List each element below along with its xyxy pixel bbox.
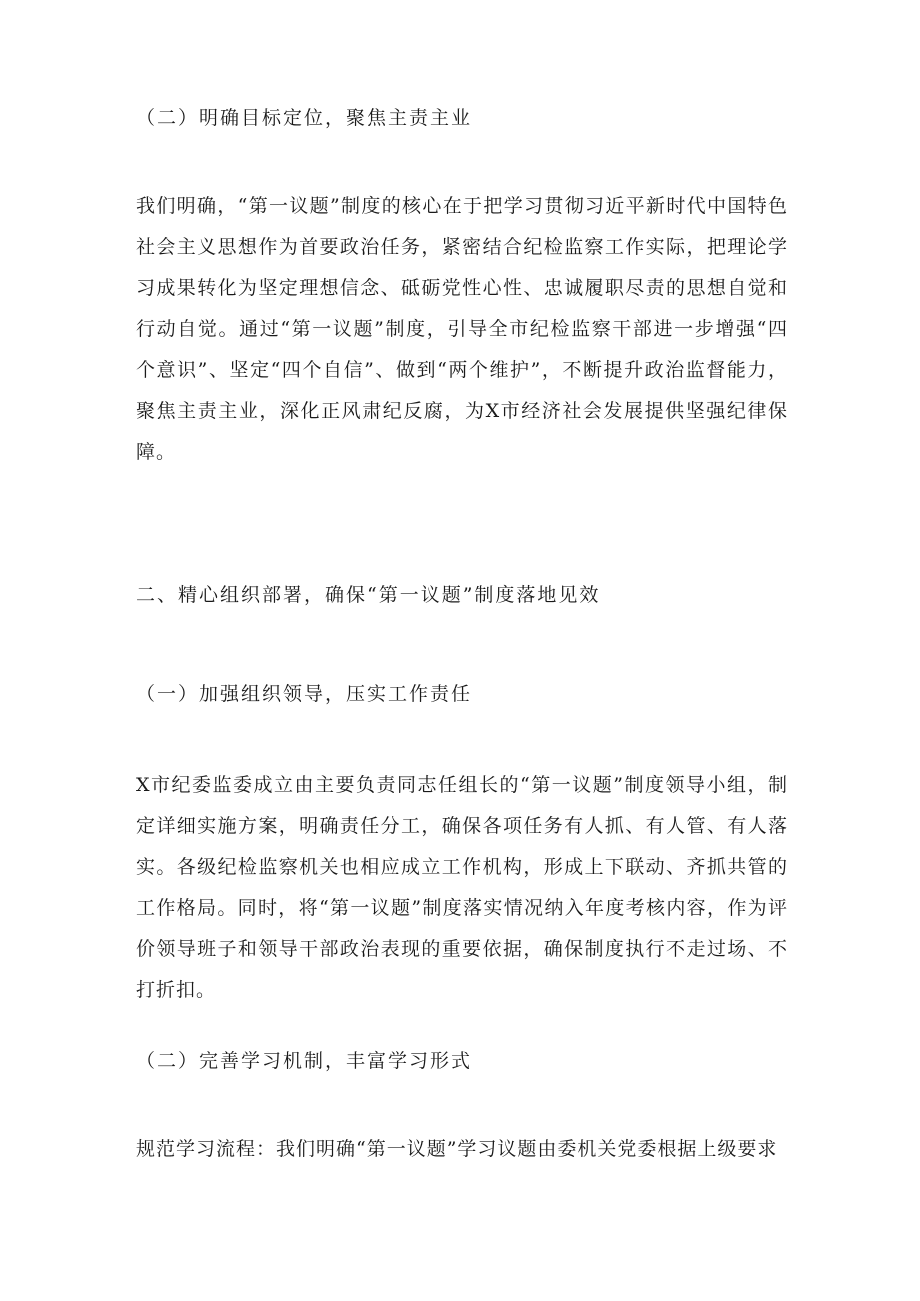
paragraph-learning-process: 规范学习流程：我们明确“第一议题”学习议题由委机关党委根据上级要求 [136,1138,778,1160]
section-title-organize: 二、精心组织部署，确保“第一议题”制度落地见效 [136,584,601,606]
subheading-clarify-goals: （二）明确目标定位，聚焦主责主业 [136,107,473,129]
subheading-learning-mechanism: （二）完善学习机制，丰富学习形式 [136,1050,473,1072]
paragraph-leadership-group: X市纪委监委成立由主要负责同志任组长的“第一议题”制度领导小组，制定详细实施方案，明确责任分工，确保各项任务有人抓、有人管、有人落实。各级纪检监察机关也相应成立工作机构，形成上下联动、齐抓共管的工作格局。同时，将“第一议题”制度落实情况纳入年度考核内容，作为评价领导班子和领导干部政治表现的重要依据，确保制度执行不走过场、不打折扣。 [136,774,788,1001]
paragraph-core-goal: 我们明确，“第一议题”制度的核心在于把学习贯彻习近平新时代中国特色社会主义思想作为首要政治任务，紧密结合纪检监察工作实际，把理论学习成果转化为坚定理想信念、砥砺党性心性、忠诚履职尽责的思想自觉和行动自觉。通过“第一议题”制度，引导全市纪检监察干部进一步增强“四个意识”、坚定“四个自信”、做到“两个维护”，不断提升政治监督能力，聚焦主责主业，深化正风肃纪反腐，为X市经济社会发展提供坚强纪律保障。 [136,195,788,463]
subheading-strengthen-leadership: （一）加强组织领导，压实工作责任 [136,683,473,705]
